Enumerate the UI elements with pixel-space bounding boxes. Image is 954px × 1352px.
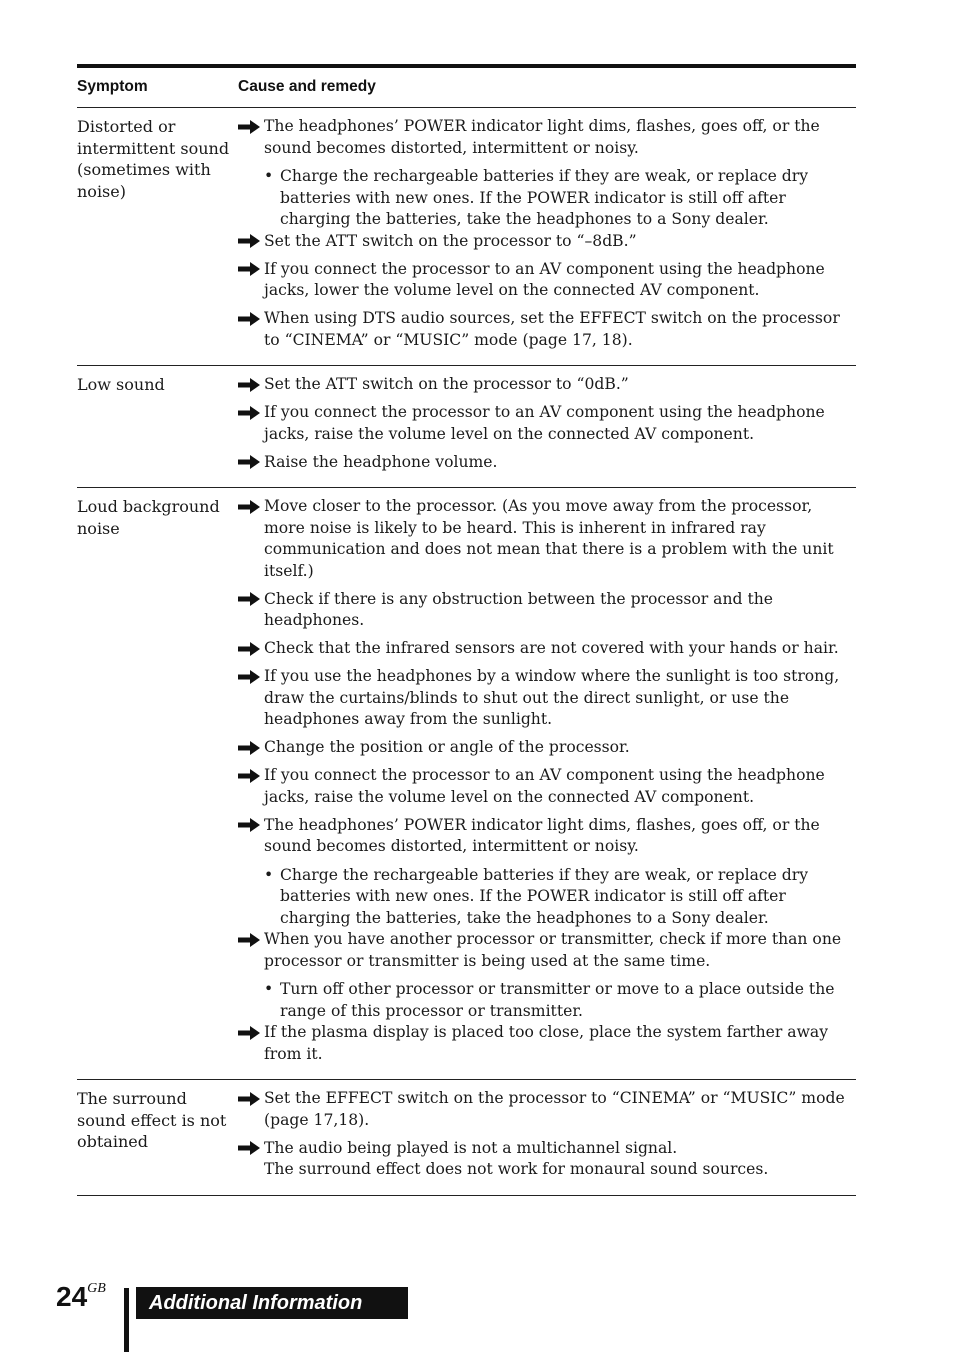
- remedy-text: When you have another processor or transmitter, check if more than one processor or transmitter is being used at the same time.: [264, 930, 842, 970]
- troubleshooting-table: [77, 64, 856, 1196]
- remedy-item: [238, 1022, 856, 1065]
- arrow-icon: [238, 259, 264, 281]
- remedy-item: [238, 589, 856, 632]
- remedy-item: [238, 452, 856, 474]
- page-number-suffix: GB: [87, 1280, 106, 1296]
- remedy-text: Move closer to the processor. (As you move away from the processor, more noise is likely to be heard. This is inherent in infrared ray communication and does not mean that there is a problem with the unit itself.): [264, 497, 834, 580]
- remedy-text: Raise the headphone volume.: [264, 452, 498, 471]
- table-header: [77, 68, 856, 108]
- arrow-icon: [238, 374, 264, 396]
- arrow-icon: [238, 638, 264, 660]
- cause-column-header: Cause and remedy: [238, 77, 376, 95]
- remedy-item: [238, 231, 856, 253]
- remedy-text: If you connect the processor to an AV component using the headphone jacks, lower the volume level on the connected AV component.: [264, 259, 825, 299]
- arrow-icon: [238, 1088, 264, 1110]
- remedy-text: Change the position or angle of the processor.: [264, 738, 630, 756]
- remedy-item: [238, 259, 856, 302]
- arrow-icon: [238, 737, 264, 759]
- remedy-text: If the plasma display is placed too close, place the system farther away from it.: [264, 1023, 829, 1063]
- bullet-icon: •: [264, 167, 274, 185]
- remedy-item: [238, 765, 856, 808]
- symptom-cell: Low sound: [77, 375, 165, 394]
- bullet-icon: •: [264, 865, 274, 884]
- arrow-icon: [238, 1138, 264, 1160]
- remedy-text: If you connect the processor to an AV component using the headphone jacks, raise the volume level on the connected AV component.: [264, 403, 825, 443]
- remedy-item: [238, 929, 856, 1022]
- arrow-icon: [238, 116, 264, 138]
- remedy-item: [238, 308, 856, 351]
- symptom-cell: Loud background noise: [77, 497, 220, 538]
- remedy-text: Set the EFFECT switch on the processor to “CINEMA” or “MUSIC” mode (page 17,18).: [264, 1089, 845, 1129]
- table-row: [77, 366, 856, 488]
- bullet-icon: •: [264, 980, 274, 998]
- remedy-item: [238, 374, 856, 396]
- footer-divider: [124, 1288, 129, 1352]
- arrow-icon: [238, 308, 264, 330]
- table-row: [77, 488, 856, 1080]
- remedy-subpoint: Turn off other processor or transmitter or move to a place outside the range of this processor or transmitter.: [280, 980, 835, 1020]
- remedy-text: If you use the headphones by a window where the sunlight is too strong, draw the curtains/blinds to shut out the direct sunlight, or use the headphones away from the sunlight.: [264, 667, 840, 728]
- remedy-subpoint: Charge the rechargeable batteries if they are weak, or replace dry batteries with new ones. If the POWER indicator is still off after charging the batteries, take the headphones to a Sony dealer.: [280, 865, 809, 927]
- symptom-cell: The surround sound effect is not obtained: [77, 1089, 227, 1151]
- section-tab: [136, 1287, 408, 1319]
- remedy-item: [238, 737, 856, 759]
- arrow-icon: [238, 496, 264, 518]
- remedy-item: [238, 496, 856, 582]
- remedy-text: Set the ATT switch on the processor to “–8dB.”: [264, 231, 637, 250]
- table-row: [77, 108, 856, 366]
- remedy-text: Check if there is any obstruction between the processor and the headphones.: [264, 589, 773, 629]
- arrow-icon: [238, 1022, 264, 1044]
- remedy-item: [238, 638, 856, 660]
- table-body: [77, 108, 856, 1196]
- arrow-icon: [238, 815, 264, 837]
- table-row: [77, 1080, 856, 1196]
- remedy-text: Set the ATT switch on the processor to “0dB.”: [264, 375, 629, 393]
- remedy-item: [238, 1088, 856, 1131]
- remedy-subpoint: Charge the rechargeable batteries if they are weak, or replace dry batteries with new ones. If the POWER indicator is still off after charging the batteries, take the headphones to a Sony dealer.: [280, 167, 809, 228]
- remedy-text: Check that the infrared sensors are not covered with your hands or hair.: [264, 639, 839, 657]
- symptom-cell: Distorted or intermittent sound (sometimes with noise): [77, 117, 230, 201]
- arrow-icon: [238, 231, 264, 253]
- remedy-item: [238, 1138, 856, 1181]
- remedy-item: [238, 402, 856, 445]
- page-number-value: 24: [56, 1281, 88, 1312]
- remedy-text: The audio being played is not a multichannel signal. The surround effect does not work for monaural sound sources.: [264, 1138, 769, 1178]
- section-title: Additional Information: [149, 1291, 363, 1314]
- symptom-column-header: Symptom: [77, 77, 148, 95]
- remedy-cell: [238, 1088, 856, 1181]
- remedy-item: [238, 116, 856, 231]
- arrow-icon: [238, 452, 264, 474]
- arrow-icon: [238, 929, 264, 951]
- arrow-icon: [238, 402, 264, 424]
- remedy-cell: [238, 116, 856, 351]
- remedy-text: If you connect the processor to an AV component using the headphone jacks, raise the volume level on the connected AV component.: [264, 766, 825, 806]
- remedy-item: [238, 666, 856, 731]
- remedy-cell: [238, 374, 856, 473]
- page-number: [56, 1281, 106, 1313]
- remedy-text: When using DTS audio sources, set the EFFECT switch on the processor to “CINEMA” or “MUSIC” mode (page 17, 18).: [264, 309, 840, 349]
- remedy-text: The headphones’ POWER indicator light dims, flashes, goes off, or the sound becomes distorted, intermittent or noisy.: [264, 815, 820, 855]
- arrow-icon: [238, 589, 264, 611]
- arrow-icon: [238, 666, 264, 688]
- remedy-item: [238, 815, 856, 930]
- remedy-cell: [238, 496, 856, 1065]
- arrow-icon: [238, 765, 264, 787]
- remedy-text: The headphones’ POWER indicator light dims, flashes, goes off, or the sound becomes distorted, intermittent or noisy.: [264, 117, 820, 157]
